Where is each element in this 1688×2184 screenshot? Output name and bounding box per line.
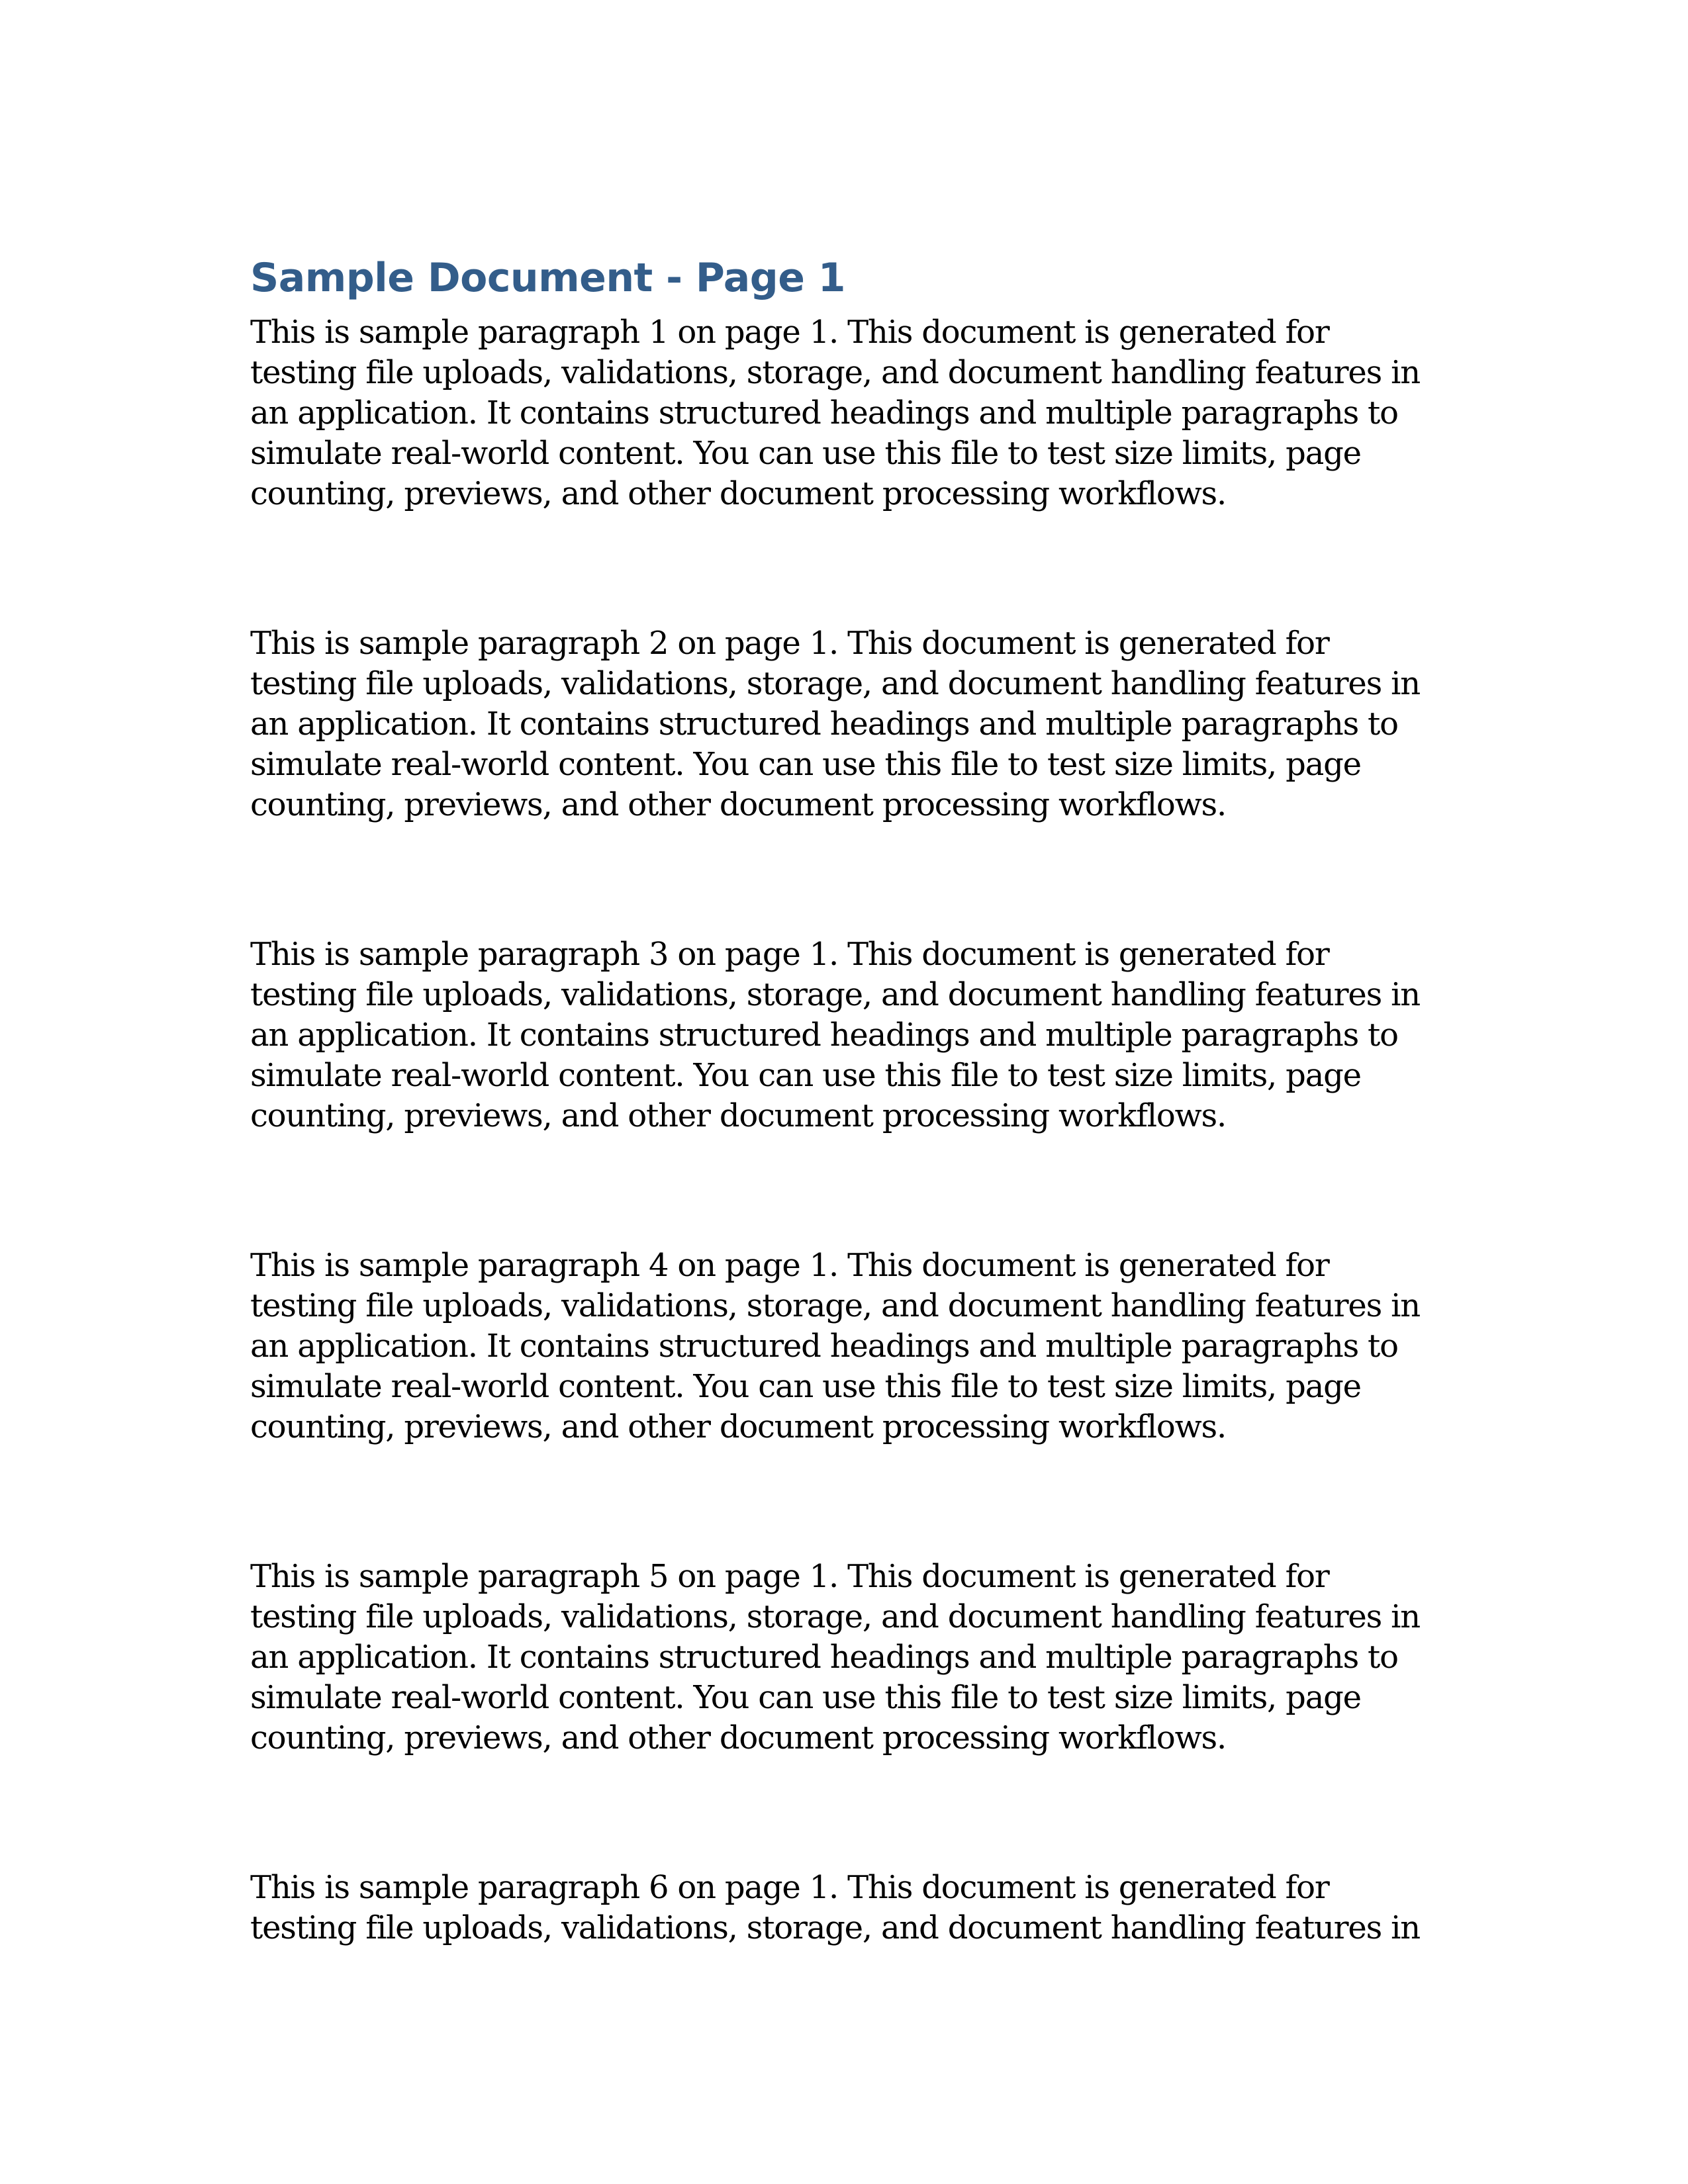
- paragraph: [250, 623, 1442, 825]
- paragraph-list: [250, 312, 1442, 1948]
- paragraph-line: testing file uploads, validations, storage, and document handling features in: [250, 1909, 1420, 1946]
- page-title: Sample Document - Page 1: [250, 255, 846, 301]
- paragraph-line: an application. It contains structured headings and multiple paragraphs to: [250, 705, 1398, 743]
- paragraph-line: This is sample paragraph 4 on page 1. This document is generated for: [250, 1247, 1329, 1284]
- paragraph-line: testing file uploads, validations, storage, and document handling features in: [250, 1598, 1420, 1635]
- paragraph-line: This is sample paragraph 2 on page 1. This document is generated for: [250, 625, 1329, 662]
- paragraph-line: testing file uploads, validations, storage, and document handling features in: [250, 665, 1420, 702]
- paragraph-line: counting, previews, and other document processing workflows.: [250, 1097, 1227, 1134]
- paragraph-line: testing file uploads, validations, storage, and document handling features in: [250, 1287, 1420, 1324]
- paragraph-line: an application. It contains structured headings and multiple paragraphs to: [250, 1017, 1398, 1054]
- paragraph-line: This is sample paragraph 3 on page 1. This document is generated for: [250, 936, 1329, 973]
- paragraph: [250, 312, 1442, 514]
- paragraph: [250, 1246, 1442, 1447]
- paragraph: [250, 1868, 1442, 1948]
- paragraph-line: an application. It contains structured headings and multiple paragraphs to: [250, 1639, 1398, 1676]
- paragraph-line: counting, previews, and other document processing workflows.: [250, 1408, 1227, 1445]
- paragraph-line: counting, previews, and other document processing workflows.: [250, 1719, 1227, 1756]
- paragraph-line: This is sample paragraph 1 on page 1. This document is generated for: [250, 314, 1329, 351]
- paragraph-line: simulate real-world content. You can use this file to test size limits, page: [250, 435, 1361, 472]
- paragraph-line: testing file uploads, validations, storage, and document handling features in: [250, 976, 1420, 1013]
- paragraph-line: counting, previews, and other document processing workflows.: [250, 786, 1227, 823]
- paragraph: [250, 934, 1442, 1136]
- paragraph-line: simulate real-world content. You can use this file to test size limits, page: [250, 1057, 1361, 1094]
- paragraph-line: an application. It contains structured headings and multiple paragraphs to: [250, 1328, 1398, 1365]
- paragraph-line: This is sample paragraph 6 on page 1. This document is generated for: [250, 1869, 1329, 1906]
- paragraph-line: simulate real-world content. You can use this file to test size limits, page: [250, 1368, 1361, 1405]
- paragraph: [250, 1557, 1442, 1758]
- paragraph-line: simulate real-world content. You can use this file to test size limits, page: [250, 746, 1361, 783]
- paragraph-line: testing file uploads, validations, storage, and document handling features in: [250, 354, 1420, 391]
- paragraph-line: an application. It contains structured headings and multiple paragraphs to: [250, 394, 1398, 432]
- paragraph-line: simulate real-world content. You can use this file to test size limits, page: [250, 1679, 1361, 1716]
- paragraph-line: This is sample paragraph 5 on page 1. This document is generated for: [250, 1558, 1329, 1595]
- paragraph-line: counting, previews, and other document processing workflows.: [250, 475, 1227, 512]
- document-content: [250, 255, 1442, 1948]
